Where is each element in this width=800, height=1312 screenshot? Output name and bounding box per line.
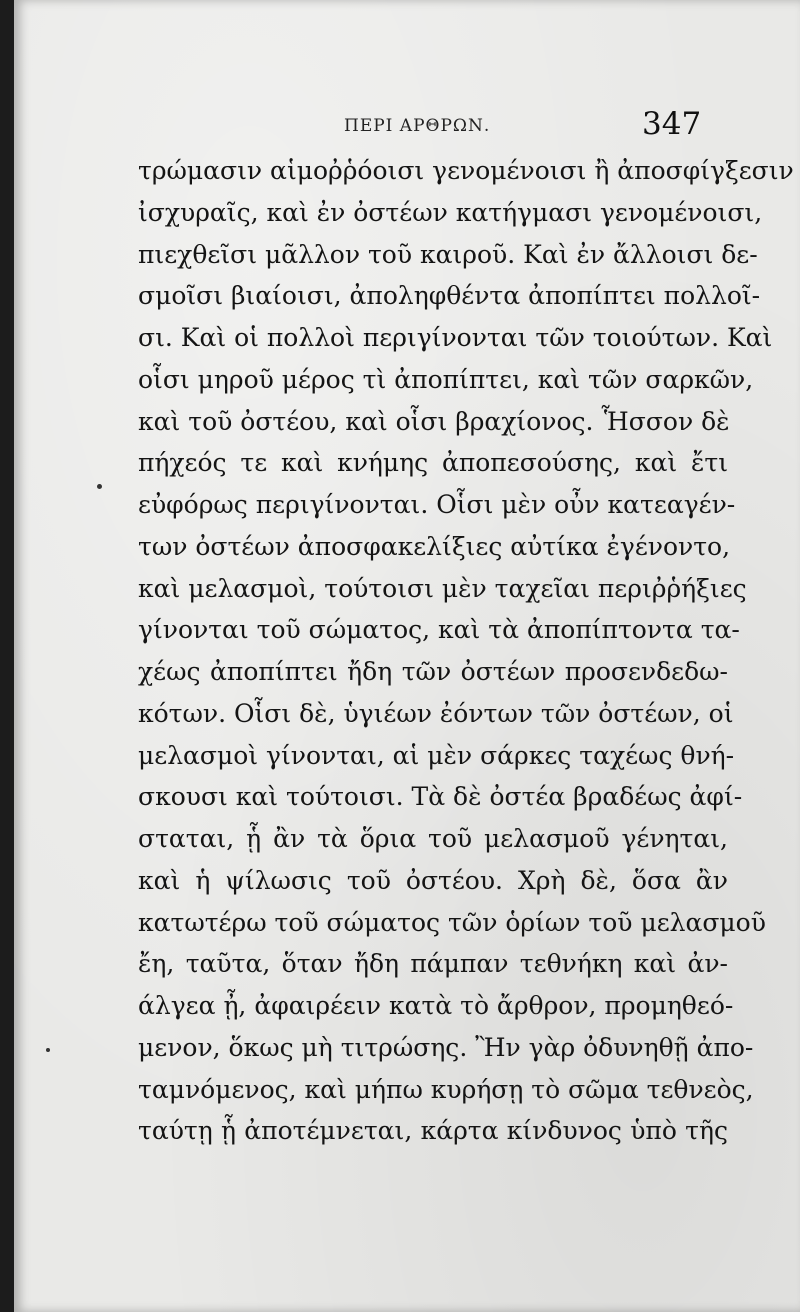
text-line: των ὀστέων ἀποσφακελίξιες αὐτίκα ἐγένοντο, bbox=[138, 531, 731, 561]
page-number: 347 bbox=[642, 106, 702, 142]
text-line: καὶ τοῦ ὀστέου, καὶ οἷσι βραχίονος. Ἧσσον δὲ bbox=[138, 406, 730, 436]
text-line: ἔη, ταῦτα, ὅταν ἤδη πάμπαν τεθνήκη καὶ ἀν- bbox=[138, 949, 728, 979]
text-line: μενον, ὅκως μὴ τιτρώσης. Ἢν γὰρ ὀδυνηθῇ ἀπο- bbox=[138, 1032, 754, 1062]
text-line: γίνονται τοῦ σώματος, καὶ τὰ ἀποπίπτοντα τα- bbox=[138, 615, 740, 645]
text-line: σμοῖσι βιαίοισι, ἀποληφθέντα ἀποπίπτει πολλοῖ- bbox=[138, 281, 761, 311]
book-page bbox=[14, 0, 800, 1312]
text-line: πήχεός τε καὶ κνήμης ἀποπεσούσης, καὶ ἔτι bbox=[138, 448, 728, 478]
text-line: κότων. Οἷσι δὲ, ὑγιέων ἐόντων τῶν ὀστέων, οἱ bbox=[138, 698, 734, 728]
ink-speck bbox=[97, 484, 102, 489]
text-line: άλγεα ᾖ, ἀφαιρέειν κατὰ τὸ ἄρθρον, προμηθεό- bbox=[138, 991, 734, 1020]
text-line: εὐφόρως περιγίνονται. Οἷσι μὲν οὖν κατεαγέν- bbox=[138, 490, 736, 519]
text-line: τρώμασιν αἱμοῤῥόοισι γενομένοισι ἢ ἀποσφίγξεσιν bbox=[138, 156, 794, 185]
text-line: ταύτῃ ᾗ ἀποτέμνεται, κάρτα κίνδυνος ὑπὸ τῆς bbox=[138, 1116, 728, 1146]
text-line: μελασμοὶ γίνονται, αἱ μὲν σάρκες ταχέως θνή- bbox=[138, 740, 735, 770]
text-line: σταται, ᾗ ἂν τὰ ὅρια τοῦ μελασμοῦ γένηται, bbox=[138, 824, 728, 853]
text-line: πιεχθεῖσι μᾶλλον τοῦ καιροῦ. Καὶ ἐν ἄλλοισι δε- bbox=[138, 239, 758, 269]
text-line: σκουσι καὶ τούτοισι. Τὰ δὲ ὀστέα βραδέως ἀφί- bbox=[138, 782, 743, 812]
page-title: ΠΕΡΙ ΑΡΘΡΩΝ. bbox=[344, 116, 491, 136]
text-line: καὶ ἡ ψίλωσις τοῦ ὀστέου. Χρὴ δὲ, ὅσα ἂν bbox=[138, 865, 728, 895]
text-line: ἰσχυραῖς, καὶ ἐν ὀστέων κατήγμασι γενομένοισι, bbox=[138, 197, 763, 227]
body-text bbox=[138, 150, 794, 1152]
text-line: χέως ἀποπίπτει ἤδη τῶν ὀστέων προσενδεδω- bbox=[138, 657, 728, 686]
running-header bbox=[14, 106, 800, 142]
text-line: ταμνόμενος, καὶ μήπω κυρήσῃ τὸ σῶμα τεθνεὸς, bbox=[138, 1074, 754, 1104]
ink-speck bbox=[46, 1048, 50, 1052]
text-line: καὶ μελασμοὶ, τούτοισι μὲν ταχεῖαι περιῤῥήξιες bbox=[138, 573, 747, 603]
text-line: σι. Καὶ οἱ πολλοὶ περιγίνονται τῶν τοιούτων. Καὶ bbox=[138, 323, 773, 352]
text-line: κατωτέρω τοῦ σώματος τῶν ὁρίων τοῦ μελασμοῦ bbox=[138, 907, 766, 937]
text-line: οἷσι μηροῦ μέρος τὶ ἀποπίπτει, καὶ τῶν σαρκῶν, bbox=[138, 364, 754, 394]
